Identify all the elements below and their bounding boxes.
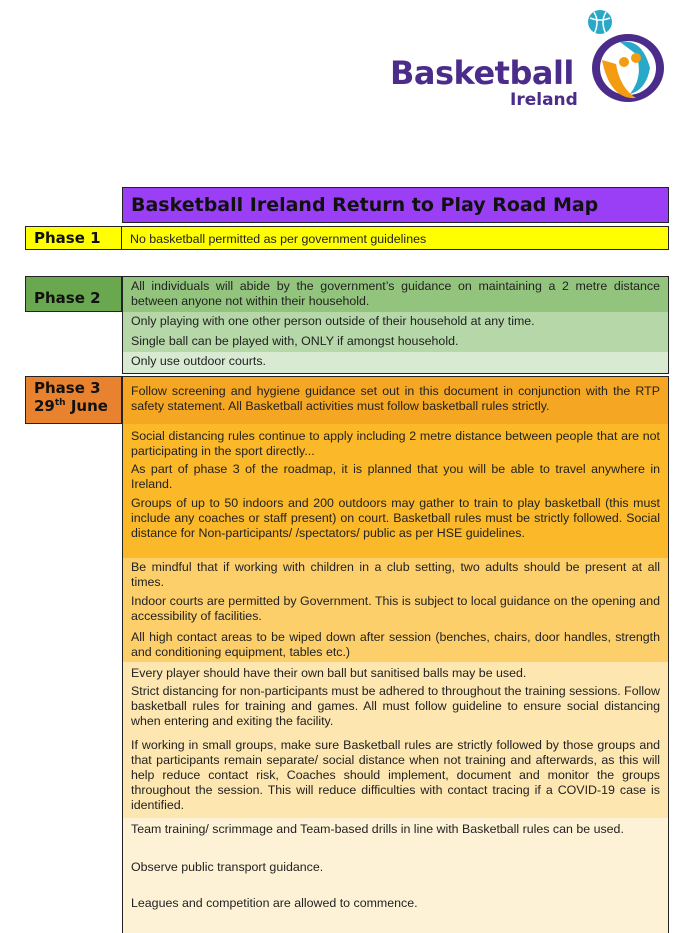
phase2-row-4: Only use outdoor courts. xyxy=(122,352,669,374)
phase2-row-2: Only playing with one other person outside of their household at any time. xyxy=(122,312,669,332)
phase3-row-1: Follow screening and hygiene guidance set out in this document in conjunction with the RTP safety statement. All Basketball activities must follow basketball rules strictly. xyxy=(122,376,669,424)
phase3-row-2: Social distancing rules continue to apply including 2 metre distance between people that are not participating in the sport directly... xyxy=(122,424,669,460)
phase3-label xyxy=(25,376,122,424)
phase3-row-3: As part of phase 3 of the roadmap, it is planned that you will be able to travel anywhere in Ireland. xyxy=(122,460,669,494)
phase3-row-9: Strict distancing for non-participants must be adhered to throughout the training sessions. Follow basketball rules for training and games. All must follow guideline to ensure social distancing when entering and exiting the facility. xyxy=(122,682,669,734)
phase3-row-11: Team training/ scrimmage and Team-based drills in line with Basketball rules can be used. xyxy=(122,818,669,854)
phase3-row-6: Indoor courts are permitted by Government. This is subject to local guidance on the opening and accessibility of facilities. xyxy=(122,592,669,626)
phase3-row-10: If working in small groups, make sure Basketball rules are strictly followed by those groups and that participants remain separate/ social distance when not training and afterwards, as this will help reduce contact risk, Coaches should implement, document and monitor the groups throughout the session. This will reduce difficulties with contact tracing if a COVID-19 case is identified. xyxy=(122,734,669,818)
phase3-row-13: Leagues and competition are allowed to commence. xyxy=(122,894,669,933)
basketball-player-icon xyxy=(580,8,670,108)
logo-subtitle: Ireland xyxy=(510,90,578,110)
phase3-row-7: All high contact areas to be wiped down after session (benches, chairs, door handles, strength and conditioning equipment, tables etc.) xyxy=(122,626,669,662)
phase2-row-1: All individuals will abide by the government’s guidance on maintaining a 2 metre distance between anyone not within their household. xyxy=(122,276,669,312)
phase1-label: Phase 1 xyxy=(25,226,122,250)
phase3-row-5: Be mindful that if working with children in a club setting, two adults should be present at all times. xyxy=(122,558,669,592)
phase3-row-4: Groups of up to 50 indoors and 200 outdoors may gather to train to play basketball (this must include any coaches or staff present) on court. Basketball rules must be strictly followed. Social distance for Non-participants/ /spectators/ public as per HSE guidelines. xyxy=(122,494,669,558)
phase3-date: 29th June xyxy=(34,397,108,415)
phase2-row-3: Single ball can be played with, ONLY if amongst household. xyxy=(122,332,669,352)
phase2-label: Phase 2 xyxy=(25,276,122,312)
logo-title: Basketball xyxy=(390,54,574,92)
phase3-row-8: Every player should have their own ball but sanitised balls may be used. xyxy=(122,662,669,682)
basketball-ireland-logo xyxy=(390,8,670,113)
roadmap-title: Basketball Ireland Return to Play Road Map xyxy=(122,187,669,223)
phase3-row-12: Observe public transport guidance. xyxy=(122,854,669,894)
phase3-title: Phase 3 xyxy=(34,379,101,397)
phase1-text: No basketball permitted as per government guidelines xyxy=(122,226,669,250)
